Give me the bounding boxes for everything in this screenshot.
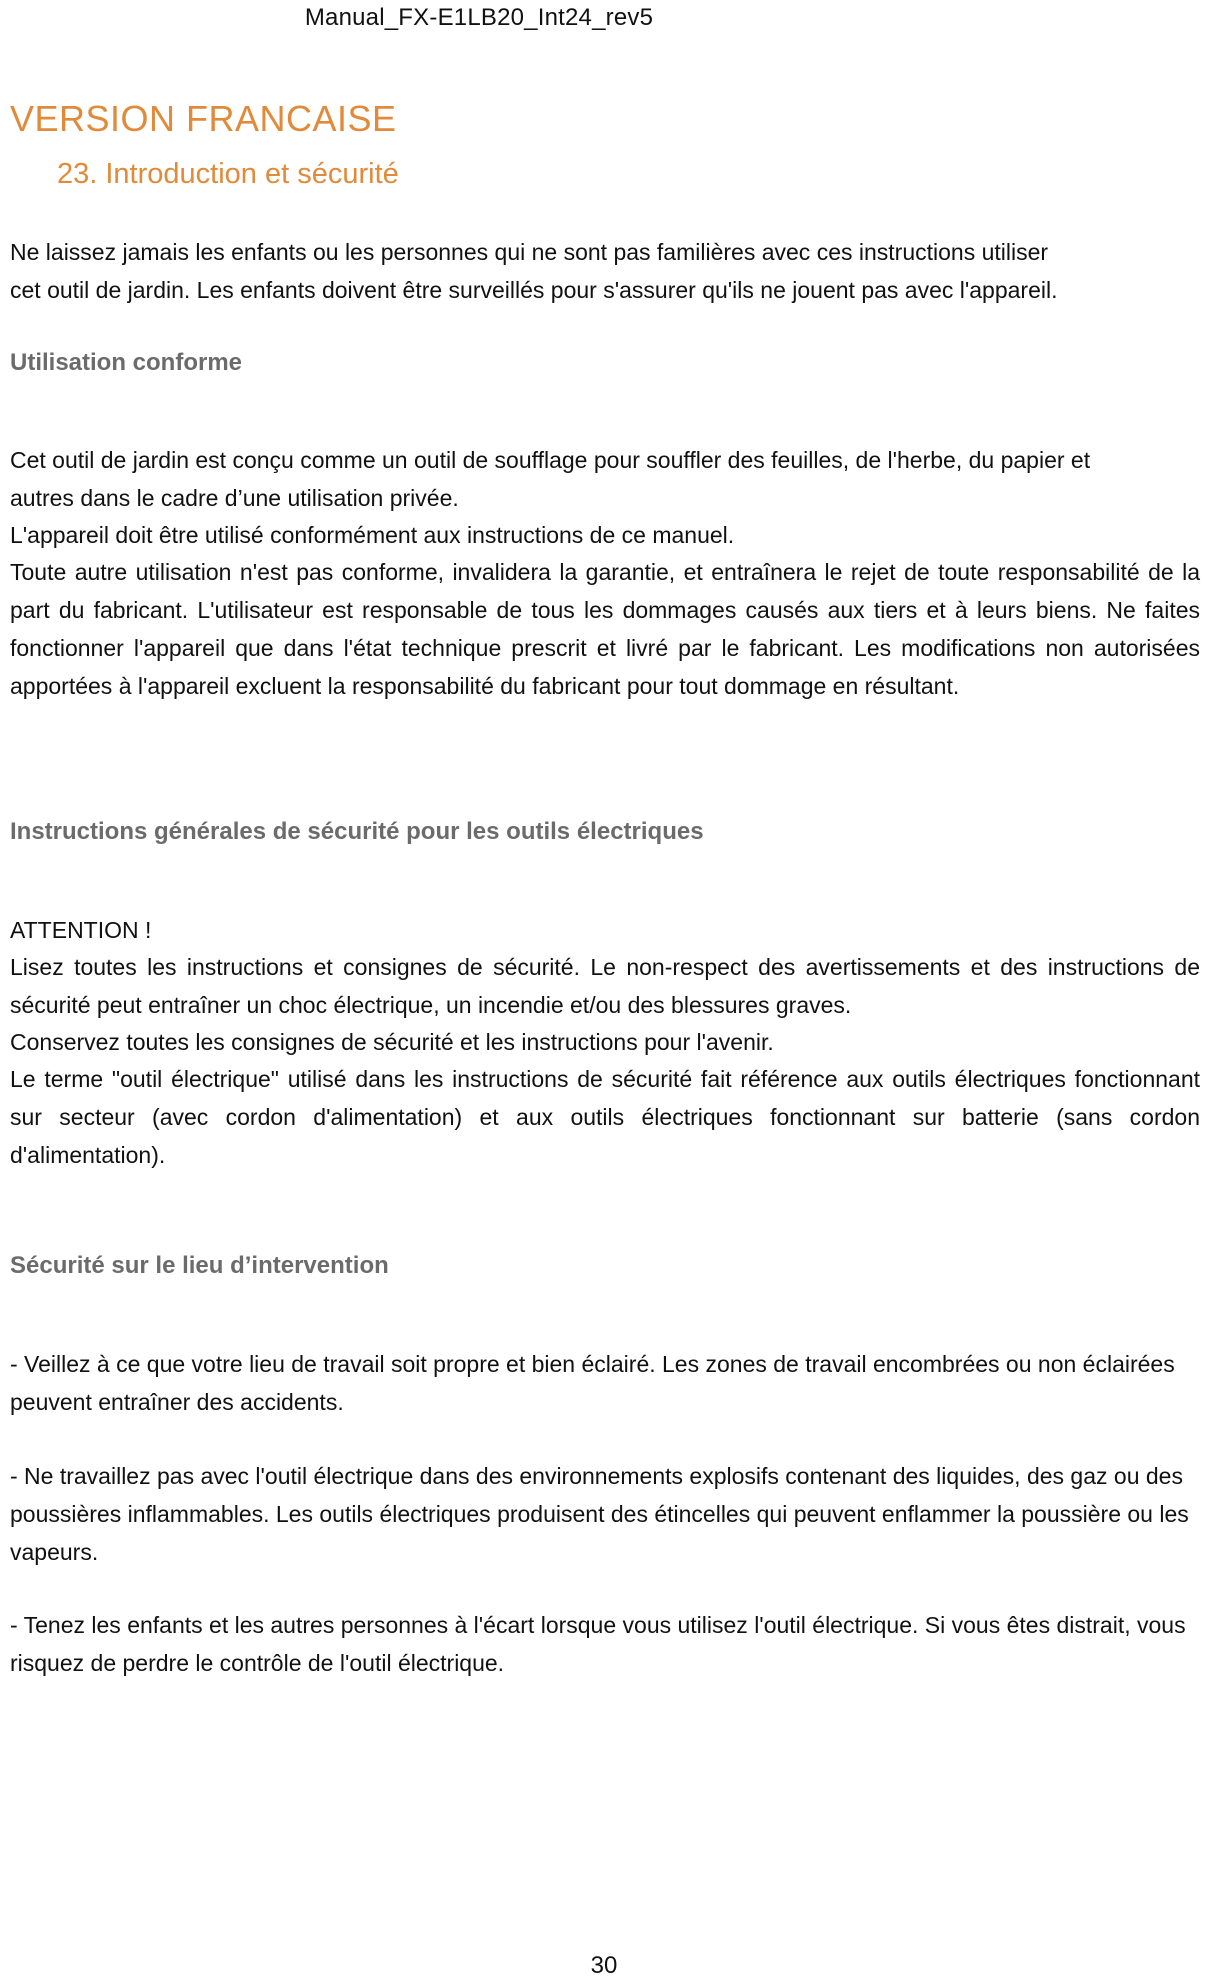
workplace-safety-item-3: - Tenez les enfants et les autres personnes à l'écart lorsque vous utilisez l'outil électrique. Si vous êtes distrait, vous risquez de perdre le contrôle de l'outil électrique. [10,1612,1186,1676]
intro-line-1: Ne laissez jamais les enfants ou les personnes qui ne sont pas familières avec ces instructions utiliser [10,239,1049,265]
workplace-safety-item-1: - Veillez à ce que votre lieu de travail soit propre et bien éclairé. Les zones de travail encombrées ou non éclairées peuvent entraîner des accidents. [10,1351,1175,1415]
utilisation-paragraph-3: Toute autre utilisation n'est pas conforme, invalidera la garantie, et entraînera le rejet de toute responsabilité de la part du fabricant. L'utilisateur est responsable de tous les dommages causés aux tiers et à leurs biens. Ne faites fonctionner l'appareil que dans l'état technique prescrit et livré par le fabricant. Les modifications non autorisées apportées à l'appareil excluent la responsabilité du fabricant pour tout dommage en résultant. [10,559,1200,699]
document-header: Manual_FX-E1LB20_Int24_rev5 [304,4,654,31]
version-title: VERSION FRANCAISE [10,98,397,139]
utilisation-paragraph-1: Cet outil de jardin est conçu comme un outil de soufflage pour souffler des feuilles, de l'herbe, du papier et autres dans le cadre d’une utilisation privée. [10,447,1091,511]
general-safety-paragraph-1: Lisez toutes les instructions et consignes de sécurité. Le non-respect des avertissements et des instructions de sécurité peut entraîner un choc électrique, un incendie et/ou des blessures graves. [10,954,1200,1018]
utilisation-paragraph-2: L'appareil doit être utilisé conformément aux instructions de ce manuel. [10,522,735,548]
attention-label: ATTENTION ! [10,917,152,943]
section-title: 23. Introduction et sécurité [57,158,399,190]
utilisation-heading: Utilisation conforme [10,349,243,376]
intro-line-2: cet outil de jardin. Les enfants doivent être surveillés pour s'assurer qu'ils ne jouent pas avec l'appareil. [10,277,1058,303]
workplace-safety-heading: Sécurité sur le lieu d’intervention [10,1252,389,1279]
general-safety-paragraph-2: Conservez toutes les consignes de sécurité et les instructions pour l'avenir. [10,1029,774,1055]
general-safety-heading: Instructions générales de sécurité pour les outils électriques [10,818,704,845]
workplace-safety-item-2: - Ne travaillez pas avec l'outil électrique dans des environnements explosifs contenant des liquides, des gaz ou des poussières inflammables. Les outils électriques produisent des étincelles qui peuvent enflammer la poussière ou les vapeurs. [10,1463,1189,1565]
general-safety-paragraph-3: Le terme "outil électrique" utilisé dans les instructions de sécurité fait référence aux outils électriques fonctionnant sur secteur (avec cordon d'alimentation) et aux outils électriques fonctionnant sur batterie (sans cordon d'alimentation). [10,1066,1200,1168]
intro-paragraph [10,233,1205,309]
page-number: 30 [590,1952,618,1979]
